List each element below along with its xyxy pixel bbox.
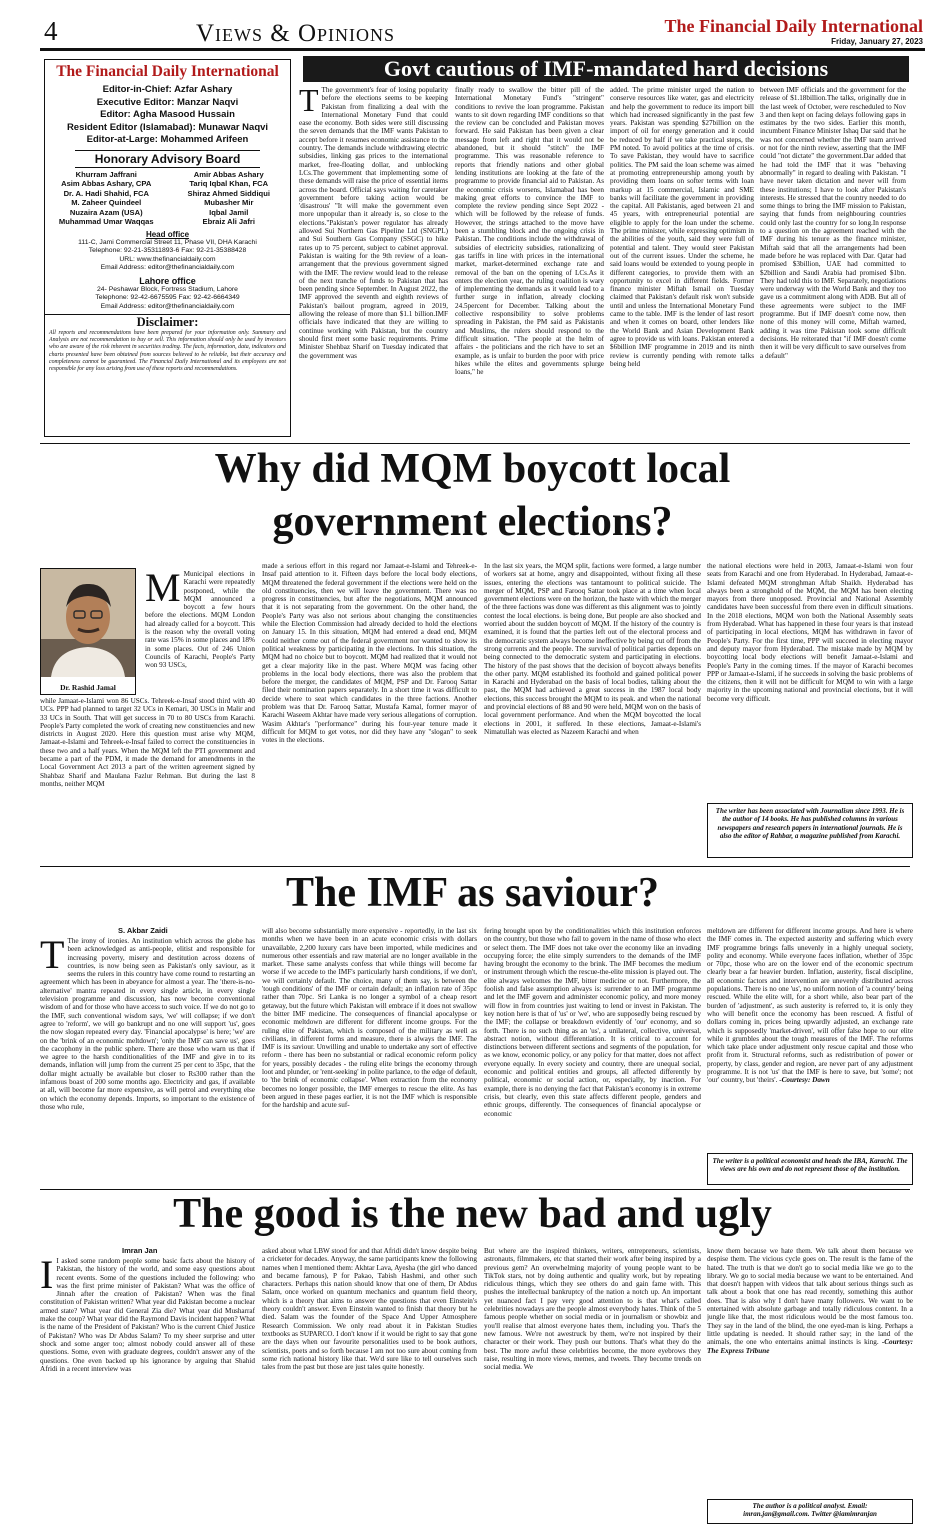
advisory-member: Dr. A. Hadi Shahid, FCA	[63, 188, 149, 198]
disclaimer-title: Disclaimer:	[136, 314, 199, 329]
advisory-member: Nuzaira Azam (USA)	[69, 207, 143, 217]
staff-line: Editor-at-Large: Mohammed Arifeen	[86, 134, 249, 145]
author-photo	[40, 568, 136, 695]
article2-text-1: The irony of ironies. An institution which across the globe has been acknowledged as anti-people, elitist and responsible for increasing poverty, misery and destitution across dozens of countries, is now being seen as Pakistan's only saviour, as it seems the rulers in this country have come round to restarting an agreement which has been in abeyance for almost a year. The 'there-is-no-alternative' mantra repeated in every single article, in every single television programme and discussion, has now become conventional wisdom of and for those who have access to such voice. If we do not go to the IMF, such conventional wisdom says, 'we' will collapse; if we don't agree to 'reform', we will go bankrupt and no one will support 'us', goes the now slogan repeated every day. 'Financial apocalypse' is here; 'we' are on the 'brink of an economic meltdown'; 'only the IMF can save us', goes the cacophony in the public sphere. There are those who warn us that if we agree to the harsh conditionalities of the IMF and give in to its demands, inflation will jump from the current 25 per cent to 35pc, that the dollar might actually be available but closer to Rs300 rather than the infamous boast of 200 some months ago. Electricity and gas, if available at all, will become far more expensive, as will petrol and everything else on which the economy depends. Imports, so important to the existence of those who rule,	[40, 937, 255, 1111]
article3-text-1: I asked some random people some basic facts about the history of Pakistan, the history of the world, and some easy questions about recent events. Some of the questions included the following: who was the first prime minister of Pakistan? What was the office of Jinnah after the creation of Pakistan? When was the final constitution of Pakistan written? What year did Pakistan become a nuclear armed state? What year did General Zia die? What year did Musharraf make the coup? What year did the Raymond Davis incident happen? What is the name of the President of Pakistan? Who is the current Chief Justice of Pakistan? Who was Dr Abdus Salam? To my sheer surprise and utter shock and some anger too; almost nobody could answer all of these questions. Some, even with graduate degrees, couldn't answer any of the questions. One even backed up his ignorance by arguing that Shahid Afridi in a recent interview was	[40, 1257, 255, 1373]
editorial-text-3: added. The prime minister urged the nation to conserve resources like water, gas and electricity and help the government to reduce its import bill which had increased significantly in the past few years. Pakistan was spending $27billion on the import of oil for energy generation and it could be reduced by half if we take practical steps, the PM noted. To avoid politics at the time of crisis. To save Pakistan, they would have to sacrifice politics. The PM said the loan scheme was aimed at promoting entrepreneurship among youth by providing them loans on softer terms with loan markup at 15 commercial, Islamic and SME banks will facilitate the government in providing the capital. All Pakistanis, aged between 21 and 45 years, with entrepreneurial potential are eligible to apply for the loan under the scheme. The prime minister, while expressing optimism in the abilities of the youth, said they were full of potential and talent. They would steer Pakistan out of the current issues. Under the scheme, he said loans would be extended to young people in different categories, to provide them with an opportunity to excel in different fields. Former finance minister Miftah Ismail on Tuesday claimed that Pakistan's default risk won't subside until and unless the International Monetary Fund came to the table. IMF is the lender of last resort and when it comes on board, other lenders like the World Bank and Asian Development Bank agree to provide us with loans. Pakistan entered a $6billion IMF programme in 2019 and its ninth review is currently pending with remote talks being held	[610, 86, 754, 368]
editorial-text-1: The government's fear of losing popularity before the elections seems to be keeping Pakistan from finalizing a deal with the International Monetary Fund that could ease the economy. Both sides were still discussing the seven demands that the IMF wants Pakistan to accept before it resumes economic assistance to the country. The demands include withdrawing electric subsidies, linking gas prices to the international market, free-floating dollar, and unblocking LCs.The government that implementing some of these demands will raise the price of essential items across the board. Official says waiting for caretaker government before taking action would be 'disastrous' "It will make the government even more unpopular than it already is, so close to the elections."Pakistan's power regulator has already allowed Sui Northern Gas Pipeline Ltd (SNGPL) and Sui Southern Gas Company (SSGC) to hike rates up to 75 percent, subject to cabinet approval. Pakistan is waiting for the 9th review of a loan-arrangement that the previous government signed with the IMF. The review would lead to the release of the next tranche of funds to Pakistan that has been pending since September. In August 2022, the IMF approved the seventh and eighth reviews of Pakistan's bailout program, agreed in 2019, allowing the release of more than $1.1 billion.IMF officials have indicated that they are willing to continue working with Pakistan, but the country should first meet some basic requirements. Prime Minister Shehbaz Sharif on Tuesday indicated that the government was	[299, 86, 448, 360]
article2-headline: The IMF as saviour?	[286, 870, 659, 916]
head-office-line: URL: www.thefinancialdaily.com	[119, 255, 216, 263]
article2-col-4	[707, 927, 913, 1149]
advisory-member: Amir Abbas Ashary	[193, 169, 264, 179]
article1-col-1	[40, 697, 255, 862]
article1-dropcap: M	[145, 570, 181, 610]
section-title: Views & Opinions	[196, 20, 396, 47]
author-caption: Dr. Rashid Jamal	[60, 683, 116, 692]
article2-dropcap: T	[40, 937, 65, 977]
lahore-office-title: Lahore office	[139, 275, 196, 286]
header-rule	[40, 48, 925, 51]
head-office-line: Telephone: 92-21-35311893-6 Fax: 92-21-35388428	[88, 247, 247, 255]
staff-line: Executive Editor: Manzar Naqvi	[96, 96, 239, 108]
staff-list	[45, 84, 290, 147]
editorial-dropcap: T	[299, 86, 319, 118]
article3-col-1	[40, 1257, 255, 1523]
article3-text-4: know them because we hate them. We talk about them because we despise them. The vicious cycle goes on. The result is the fame of the hated. The truth is that we don't go to social media like we go to the library. We go to social media because we want to be entertained. And that doesn't happen with videos that talk about serious things such as talk about a book that one has read recently, something this author does. That is also why I don't have many followers. We want to be entertained with absolute garbage and totally ridiculous content. In a jungle like that, the most ridiculous would be the most famous too. They say in the land of the blind, the one eyed-man is king. Perhaps a little updating is needed. It should rather say; in the land of the animals, the one who entertains animal instincts is king.	[707, 1247, 913, 1347]
advisory-board-title: Honorary Advisory Board	[75, 150, 260, 168]
article1-text-1a: Municipal elections in Karachi were repeatedly postponed, while the MQM announced a boycott a few hours before the elections. MQM London had already called for a boycott. This is the reason why the overall voting rate was 15% in some places and 18% in some places. Out of 246 Union Councils of Karachi, People's Party won 93 USCs,	[145, 570, 255, 670]
article2-col-2	[262, 927, 477, 1187]
masthead-box	[44, 59, 291, 437]
article3-col-3	[484, 1247, 701, 1523]
editorial-text-4: between IMF officials and the government for the release of $1.18billion.The talks, originally due in the last week of October, were rescheduled to Nov 3 and then kept on facing delays following gaps in estimates by the two sides. Earlier this month, incumbent Finance Minister Ishaq Dar said that he was not concerned whether the IMF team arrived or not for the ninth review, asserting that the IMF could "not dictate" the government.Dar added that he had told the IMF that it was "behaving abnormally" in regard to dealing with Pakistan. "I have never taken dictation and never will from these institutions; I have to look after Pakistan's interests. He stressed that the country needed to do some things to bring the IMF mission to Pakistan, saying that funds from neighbouring countries could only last the country for so long.In response to a question on the agreement reached with the IMF during his tenure as the finance minister, Miftah said that all the arrangements had been made before he was replaced with Dar. Qatar had promised $3billion, UAE had committed to $2billion and Saudi Arabia had promised $1bn. They had told this to IMF. Separately, negotiations were underway with the World Bank and they too gave us a commitment along with ADB. But all of these agreements were subject to the IMF programme. But if IMF doesn't come now, then none of this money will come, Miftah warned, adding it was time Pakistan took some difficult decisions. He reiterated that "if IMF doesn't come then it will be very difficult to save ourselves from a default"	[760, 86, 906, 360]
head-office-address	[45, 239, 290, 273]
article3-author-bio	[707, 1499, 913, 1524]
article3-col-4	[707, 1247, 913, 1495]
article1-col-2	[262, 562, 477, 862]
article1-text-4: the national elections were held in 2003, Jamaat-e-Islami won four seats from Karachi and one from Hyderabad. In Hyderabad, Jamaat-e-Islami defeated MQM stronghman Aftab Shaikh. Hyderabad has always been a stronghold of the MQM, the MQM has been electing mayors from there unopposed. Provincial and National Assembly candidates have been successful from there even in difficult situations. In the 2018 elections, MQM won both the National Assembly seats from Hyderabad. What has happened in these four years is that instead of participating in local elections, MQM has withdrawn in favor of People's Party. For the first time, PPP will succeed in electing mayor and deputy mayor from Hyderabad. The mistake made by MQM by boycotting local body elections will benefit Jamaat-e-Islami and People's Party in the coming times. If the mayor of Karachi becomes PPP or Jamaat-e-Islami, if he succeeds in solving the basic problems of the citizens, then it will not be difficult for MQM to win with a large majority in the upcoming national and provincial elections, but it will become very difficult.	[707, 562, 913, 703]
article3-col-2	[262, 1247, 477, 1523]
article2-top-rule	[40, 866, 910, 867]
staff-line: Editor-in-Chief: Azfar Ashary	[102, 84, 233, 95]
editorial-col-4	[760, 86, 906, 438]
article3-text-2: asked about what LBW stood for and that Afridi didn't know despite being a cricketer for decades. Anyway, the same participants knew the following names when I mentioned them: Akhtar Lava, Ayesha (the girl who danced and became famous), P for Pakao, Tabish Hashmi, and other such characters. Perhaps this nation should know that one of them, Dr Abdus Salam, once worked on quantum mechanics and quantum field theory, which is a theory that aims to answer the questions that even Einstein's theory couldn't answer. Even Einstein wanted to finish that theory but he died. Salam was the founder of the Space And Upper Atmosphere Research Commission. We only read about it in Pakistan Studies textbooks as SUPARCO. I don't know if it would be right to say that gone are the days when our favourite personalities used to be book authors, scientists, poets and so forth because I am not too sure about coming from some rich national history like that. We'd sure like to tell ourselves such tales from the past but those are just tales quite honestly.	[262, 1247, 477, 1372]
advisory-member: Asim Abbas Ashary, CPA	[61, 179, 152, 189]
masthead-paper-name: The Financial Daily International	[56, 63, 279, 80]
article3-headline: The good is the new bad and ugly	[173, 1191, 772, 1237]
advisory-member: Tariq Iqbal Khan, FCA	[189, 179, 269, 189]
advisory-member: Ebraiz Ali Jafri	[202, 217, 255, 227]
article1-headline-line1: Why did MQM boycott local	[214, 446, 731, 492]
article3-bio-line1: The author is a political analyst. Email:	[752, 1502, 868, 1510]
editorial-headline: Govt cautious of IMF-mandated hard decisions	[383, 56, 829, 81]
article3-text-3: But where are the inspired thinkers, writers, entrepreneurs, scientists, astronauts, filmmakers, etc that started their work after being inspired by a previous gem? An overwhelming majority of young people want to be TikTok stars, not by doing authentic and quality work, but by repeating ridiculous things, which they see others do and gain fame with. This pushes the intellectual bankruptcy of the nation a notch up. An important yet nuanced fact I pay very good attention to is that what's called celebrities nowadays are the people almost everybody hates. Think of the 5 famous people whether on social media or in journalism or showbiz and you'll realise that almost everyone hates them, including you. That's the new famous. We're not awestruck by them, we're not inspired by their character or their work. They push our buttons. That's what they do the best. The more awful these celebrities become, the more eyebrows they raise, resulting in more views, memes, and tweets. They become trends on social media. We	[484, 1247, 701, 1372]
article1-col-1-intro	[145, 570, 255, 698]
head-office-title: Head office	[145, 230, 190, 240]
head-office-line: Email Address: editor@thefinancialdaily.com	[100, 264, 235, 272]
article1-text-2: made a serious effort in this regard nor Jamaat-e-Islami and Tehreek-e-Insaf paid attention to it. Fifteen days before the local body elections, MQM threatened the federal government if the elections were held on the old constituencies, then we will leave the government. There was no progress in constituencies, but after the negotiations, MQM announced that it is not separating from the government. On the other hand, the People's Party was also not serious about changing the constituencies while the Election Commission had already decided to hold the elections on January 15. In this situation, MQM had entered a dead end, MQM could neither come out of the federal government nor wanted to show its political weakness by participating in the elections. In this situation, the MQM had no choice but to boycott. MQM had realized that it would not get a clear majority like in the past. Where MQM was facing other problems in the local body elections, there was also the problem that before the merger, the candidates of MQM, PSP and Dr. Farooq Sattar filed their nomination papers separately. In a short time it was difficult to decide where to seat which candidates in the three factions. Another problem was that Dr. Farooq Sattar, Mustafa Kamal, former mayor of Karachi Waseem Akhtar have made very serious allegations of corruption. Wasim Akhtar's "performance" during his four-year tenure made it difficult for MQM to get votes, nor did they have any "slogan" to seek votes in the elections.	[262, 562, 477, 745]
article2-text-3: fering brought upon by the conditionalities which this institution enforces on the country, but those who fail to govern in the name of those who elect or select them. The IMF does not take over the economy like an invading occupying force; the elite simply surrenders to the demands of the IMF having brought the economy to the brink. The IMF becomes the medium or instrument through which the rescue-the-elite mission is played out. The elite always welcomes the IMF, bitter medicine or not. Furthermore, the foolish and false assumption always is: surrender to an IMF programme and let the IMF govern and administer economic policy, and more money will flow in from countries just waiting to lend or invest in Pakistan. The key notion here is that of 'us' or 'we', who are supposedly being rescued by the IMF; the collapse or breakdown evidently of 'our' economy, and so forth. There is no such thing as an 'us', a unilateral, collective, universal, abstract notion, without differentiation. It is critical to account for distinctions between different sections and segments of the population, for as we know, economic policy, or any policy for that matter, does not affect everyone equally. In every society and country, there are unequal social, economic and political entities and groups, all affected differently by political, economic or social action, or, especially, by inaction. For example, there is no denying the fact that Pakistan's economy is in extreme crisis, but clearly, even this state affects different people, genders and ethnic groups, differently. The consequences of financial apocalypse or economic	[484, 927, 701, 1118]
editorial-col-2	[455, 86, 604, 438]
advisory-member: Khurram Jaffrani	[75, 169, 137, 179]
article2-col-3	[484, 927, 701, 1187]
advisory-member: Mubasher Mir	[204, 198, 254, 208]
article1-text-1b: while Jamaat-e-Islami won 86 USCs. Tehreek-e-Insaf stood third with 40 UCs. PPP had planned to target 32 UCs in Kemari, 30 USCs in Malir and 33 UCs in South. That will get success in 70 to 80 USCs from Karachi. People's Party completed the work of creating new constituencies and new districts in August 2020. Here this question must arise why MQM, Jamaat-e-Islami and Tehreek-e-Insaf failed to correct the constituencies in these two and a half years. When the MQM left the PTI government and became a part of the PDM, it made the demand for amendments in the Local Government Act 2013 a part of the written agreement signed by Shahbaz Sharif and Maulana Fazlur Rehman. But during the last 8 months, neither MQM	[40, 697, 255, 788]
editorial-col-1	[299, 86, 448, 438]
article3-credit: -Courtesy: The Express Tribune	[707, 1338, 913, 1355]
advisory-board-right	[168, 170, 291, 228]
lahore-office-line: Telephone: 92-42-6675595 Fax: 92-42-6664349	[95, 294, 240, 302]
lahore-office-address	[45, 286, 290, 311]
article2-col-1	[40, 937, 255, 1187]
editorial-text-2: finally ready to swallow the bitter pill of the International Monetary Fund's "stringent" conditions to revive the loan programme. Pakistan wants to sit down regarding IMF conditions so that the review can be concluded and Pakistan moves forward. He said Pakistan has been given a clear message from left and right that it would not be abandoned, but it should "stitch" the IMF programme. This was reasonable reference to reports that friendly nations and other global lending institutions are looking at the fate of the programme to provide financial aid to Pakistan. As the economic crisis worsens, Islamabad has been making great efforts to convince the IMF to complete the review pending since Sept 2022 - which will be followed by the release of funds. However, the strings attached to the move have been a stumbling block and the ongoing crisis in Pakistan. The conditions include the withdrawal of subsidies of electricity subsidies, rationalizing of gas tariffs in line with prices in the international market, market-determined exchange rate and removal of the ban on the opening of LCs.As it enters the election year, the ruling coalition is wary of implementing the demands as it would lead to a further surge in inflation, already clocking 24.5percent for December. Talking about the collective responsibility to solve problems spreading in Pakistan, the PM said as Pakistanis and Muslims, the rulers should respond to the difficult situation. "The people at the helm of affairs - the politicians and the rich have to set an example, as is unfair to burden the poor with price hikes while the elites and governments splurge loans," he	[455, 86, 604, 377]
advisory-member: Muhammad Umar Waqqas	[58, 217, 154, 227]
disclaimer-text: All reports and recommendations have been prepared for your information only. Summary and Analysis are not recommendation to buy or sell. This information should only be used by investors who are aware of the risk inherent in securities trading. The facts, information, data, indicators and charts presented have been obtained from sources believed to be reliable, but their accuracy and completeness cannot be guaranteed. The Financial Daily International and its employees are not responsible for any loss arising from use of these reports and recommendations.	[49, 329, 286, 372]
staff-line: Resident Editor (Islamabad): Munawar Naqvi	[66, 121, 269, 133]
header-paper-name: The Financial Daily International	[664, 16, 923, 36]
editorial-col-3	[610, 86, 754, 438]
advisory-board-left	[45, 170, 168, 228]
article2-byline: S. Akbar Zaidi	[118, 926, 168, 935]
article1-col-3	[484, 562, 701, 862]
article1-text-3: In the last six years, the MQM split, factions were formed, a large number of workers sat at home, angry and disappointed, without fixing all these issues, entering the elections was tantamount to political suicide. The merger of MQM, PSP and Farooq Sattar took place at a time when local government elections were on the horizon, the haste with which the merger of the three factions was done was different as this alignment was to jointly contest the local elections. is being done, But people are also shocked and worried about the sudden boycott of MQM. If the history of the country is examined, it is found that the parties left out of the electoral process and the democratic system always become ineffective by being cut off from the strong currents and the people. The survival of political parties depends on being connected to the democratic system and participating in elections. The history of the past shows that the decision of boycott always benefits the other party. MQM established its foothold and gained political power in Karachi and Hyderabad on the basis of local bodies, talking about the past, the MQM had achieved a great success in the 1987 local body elections, this success brought the MQM to its peak. and when the national and provincial elections of 88 and 90 were held, MQM won on the basis of local government performance. And when the MQM boycotted the local elections in 2001, it suffered. In these elections, Jamaat-e-Islami's Nimatullah was elected as Nazeem Karachi and when	[484, 562, 701, 736]
advisory-member: Iqbal Jamil	[209, 207, 249, 217]
article2-author-bio: The writer is a political economist and heads the IBA, Karachi. The views are his own and do not represent those of the institution.	[707, 1153, 913, 1185]
article1-author-bio: The writer has been associated with Journalism since 1993. He is the author of 14 books. He has published columns in various newspapers and research papers in international journals. He is also the editor of Rahbar, a magazine published from Karachi.	[707, 803, 913, 858]
advisory-member: Shiraz Ahmed Siddiqui	[187, 188, 270, 198]
article2-credit: -Courtesy: Dawn	[779, 1076, 830, 1085]
lahore-office-line: Email Address: editor@thefinancialdaily.com	[100, 302, 235, 310]
staff-line: Editor: Agha Masood Hussain	[100, 109, 235, 120]
header-date: Friday, January 27, 2023	[831, 37, 923, 46]
article1-col-4	[707, 562, 913, 797]
page-number: 4	[44, 16, 58, 46]
article1-headline-line2: government elections?	[272, 499, 673, 545]
article2-text-4: meltdown are different for different income groups. And here is where the IMF comes in. The expected austerity and suffering which every IMF programme brings falls unevenly in a highly unequal society, polity and economy. While everyone faces inflation, whether of 35pc or 70pc, those who are on the lower end of the economic spectrum clearly bear a far heavier burden. Inflation, austerity, fiscal discipline, all economic factors and intervention are unevenly distributed across populations. There is no one 'us', no uniform notion of 'a country' being rescued. While the elite will, for a short while, also bear part of the burden of 'adjustment', as such austerity is referred to, it is only they who will benefit once the economy has been rescued. A fistful of dollars coming in, prices being upwardly adjusted, an exchange rate which is supposedly 'market-driven', will offer false hope to our elite while it grumbles about the tough measures of the IMF. The reforms which take place under adjustment only rescue capital and those who profit from it. Structural reforms, such as redistribution of power or property, by class, gender and region, are never part of any adjustment programme. It is not 'us' that the IMF is here to save, but 'some'; not 'our' country, but 'theirs'.	[707, 927, 913, 1085]
head-office-line: 111-C, Jami Commercial Street 11, Phase VII, DHA Karachi	[78, 239, 257, 247]
article3-bio-line2: imran.jan@gmail.com. Twitter @iamimranjan	[743, 1510, 877, 1519]
article3-byline: Imran Jan	[122, 1246, 158, 1255]
article2-text-2: will also become substantially more expensive - reportedly, in the last six months when we have been in an acute economic crisis with dollars unavailable, 2,200 luxury cars have been imported, while medicines and numerous other essentials and raw material are no longer available in the market. These same analysts confess that while things will become far worse if we accede to the IMF's particularly harsh conditions, if we don't, we will certainly default. The choice, many of them say, is between the 'tough conditions' of the IMF or certain default; an inflation rate of 35pc rather than 70pc. Sri Lanka is no longer a symbol of a cheap resort getaway, but the future which Pakistan will embrace if it does not swallow the bitter IMF medicine. The consequences of financial apocalypse or economic meltdown are different for different income groups. For the ruling elite of Pakistan, which is composed of the military as well as civilians, in different forms and measure, there is always the IMF. The IMF is its saviour. Unwilling and unable to undertake any sort of effective reform - there has been no substantial or radical economic reform policy for years, possibly decades - the ruling elite brings the economy through loot and plunder, or 'rent-seeking' in polite parlance, to the edge of default, to 'the brink of economic collapse'. When extraction from the economy becomes no longer possible, the IMF emerges to rescue the elite. As has been argued in these pages earlier, it is not the IMF which is responsible for the hardship and acute suf-	[262, 927, 477, 1110]
lahore-office-line: 24- Peshawar Block, Fortress Stadium, Lahore	[97, 285, 238, 293]
author-portrait-icon	[41, 569, 135, 677]
article3-dropcap: I	[40, 1257, 54, 1297]
advisory-member: M. Zaheer Quindeel	[71, 198, 142, 208]
